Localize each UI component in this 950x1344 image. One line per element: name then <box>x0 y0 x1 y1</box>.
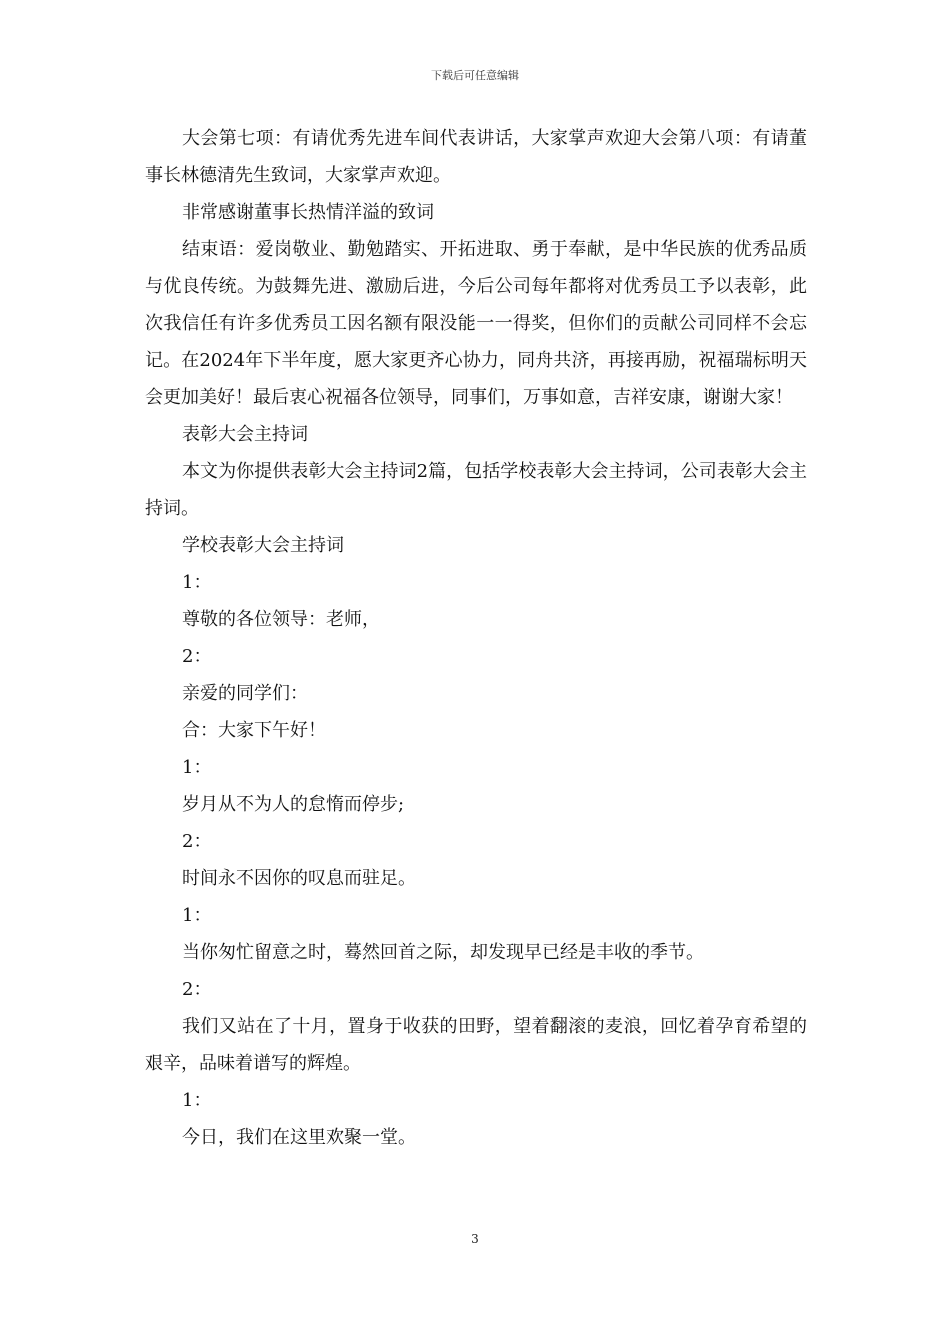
speaker-label: 2： <box>182 646 212 667</box>
page-number: 3 <box>471 1232 479 1246</box>
paragraph: 岁月从不为人的怠惰而停步; <box>182 794 405 815</box>
paragraph: 我们又站在了十月，置身于收获的田野，望着翻滚的麦浪，回忆着孕育希望的艰辛，品味着谱写的辉煌。 <box>145 1016 807 1074</box>
paragraph: 当你匆忙留意之时，蓦然回首之际，却发现早已经是丰收的季节。 <box>182 942 704 963</box>
speaker-label: 2： <box>182 831 212 852</box>
page-header: 下载后可任意编辑 <box>431 69 519 82</box>
paragraph: 今日，我们在这里欢聚一堂。 <box>182 1127 416 1148</box>
section-title: 表彰大会主持词 <box>182 424 308 445</box>
paragraph: 结束语：爱岗敬业、勤勉踏实、开拓进取、勇于奉献，是中华民族的优秀品质与优良传统。为鼓舞先进、激励后进，今后公司每年都将对优秀员工予以表彰，此次我信任有许多优秀员工因名额有限没能一一得奖，但你们的贡献公司同样不会忘记。在2024年下半年度，愿大家更齐心协力，同舟共济，再接再励，祝福瑞标明天会更加美好！最后衷心祝福各位领导，同事们，万事如意，吉祥安康，谢谢大家！ <box>145 239 807 408</box>
speaker-label: 1： <box>182 1090 212 1111</box>
section-title: 学校表彰大会主持词 <box>182 535 344 556</box>
speaker-label: 1： <box>182 757 212 778</box>
paragraph: 合：大家下午好！ <box>182 720 326 741</box>
speaker-label: 1： <box>182 905 212 926</box>
document-body <box>145 120 807 1156</box>
paragraph: 时间永不因你的叹息而驻足。 <box>182 868 416 889</box>
paragraph: 亲爱的同学们： <box>182 683 308 704</box>
paragraph: 尊敬的各位领导：老师， <box>182 609 380 630</box>
speaker-label: 2： <box>182 979 212 1000</box>
paragraph: 非常感谢董事长热情洋溢的致词 <box>182 202 434 223</box>
speaker-label: 1： <box>182 572 212 593</box>
paragraph: 大会第七项：有请优秀先进车间代表讲话，大家掌声欢迎大会第八项：有请董事长林德清先生致词，大家掌声欢迎。 <box>145 128 807 186</box>
paragraph: 本文为你提供表彰大会主持词2篇，包括学校表彰大会主持词，公司表彰大会主持词。 <box>145 461 807 519</box>
